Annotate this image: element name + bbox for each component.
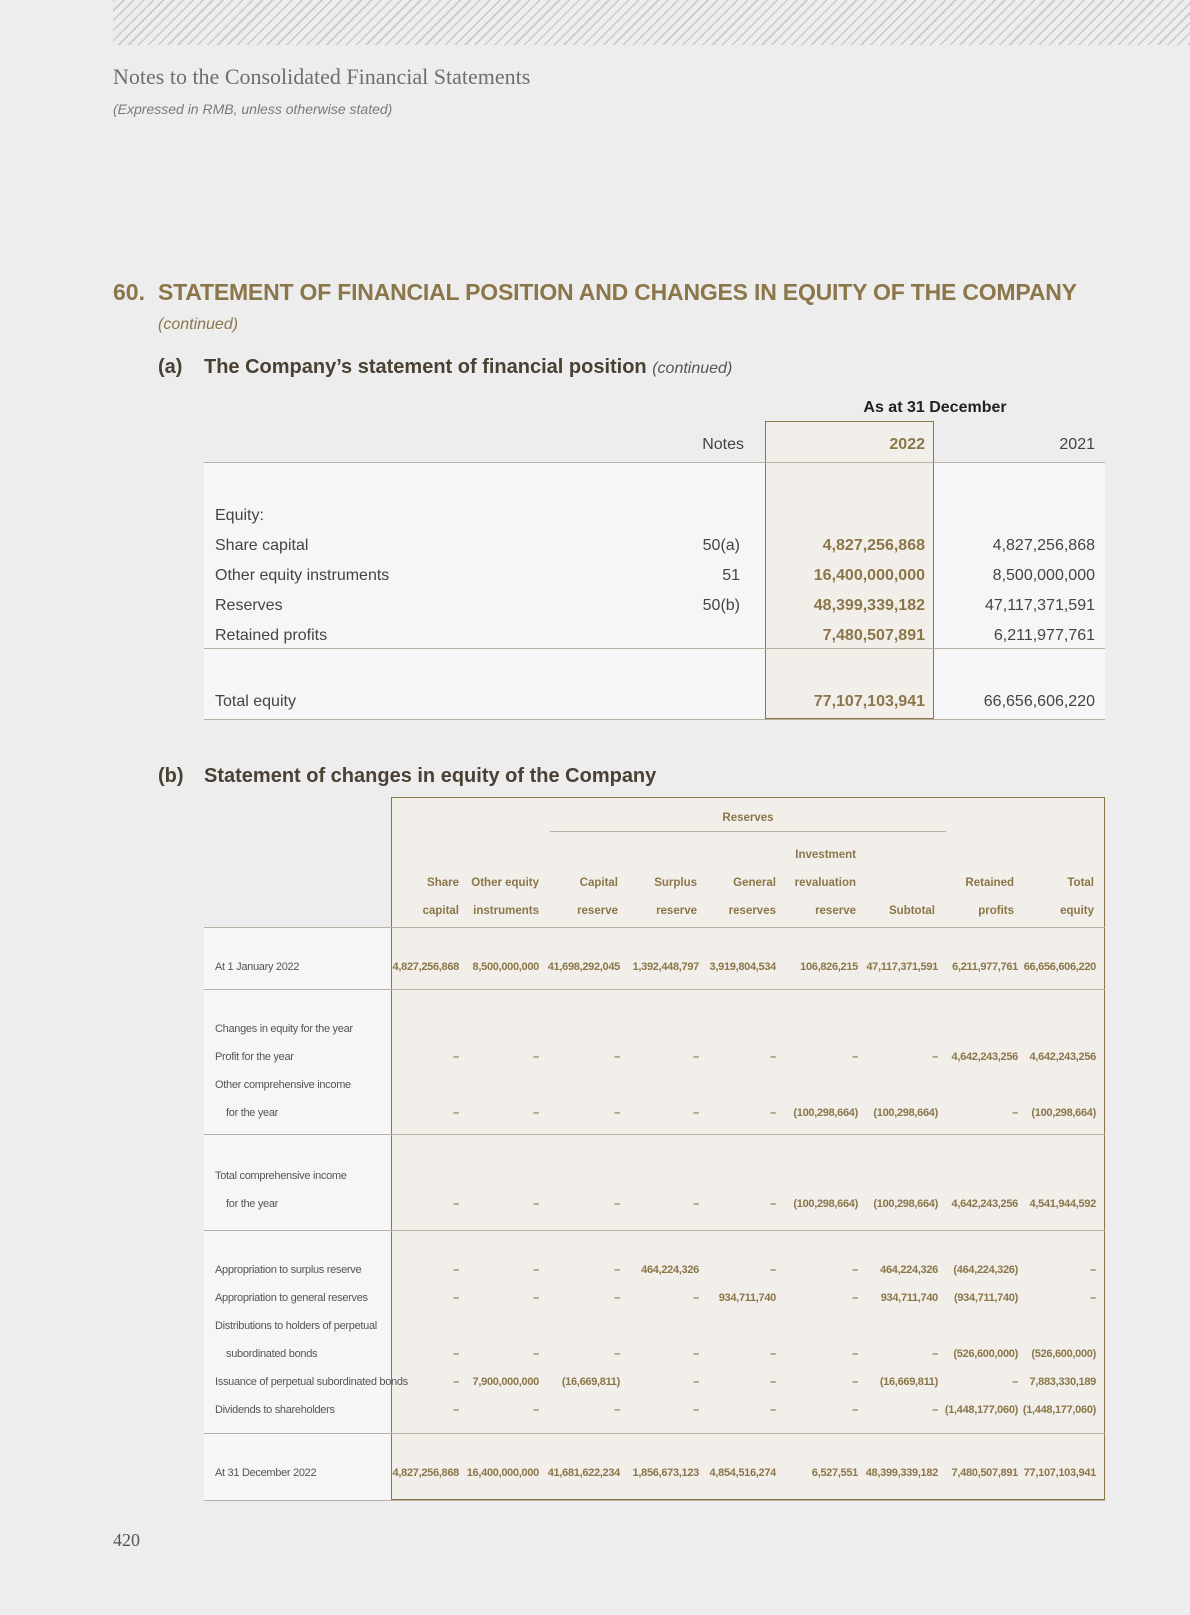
column-header-line: instruments	[473, 905, 539, 917]
row-label: Share capital	[215, 537, 309, 554]
cell-value: –	[693, 1292, 699, 1304]
column-header-line: Total	[1067, 877, 1094, 889]
row-value-2021: 8,500,000,000	[992, 567, 1095, 584]
cell-value: –	[453, 1107, 459, 1119]
cell-value: 48,399,339,182	[865, 1467, 938, 1479]
column-header-line: Other equity	[471, 877, 539, 889]
cell-value: 934,711,740	[880, 1292, 938, 1304]
cell-value: 16,400,000,000	[466, 1467, 539, 1479]
table-row	[0, 567, 1190, 591]
cell-value: –	[614, 1264, 620, 1276]
table-row	[0, 1264, 1190, 1280]
row-label: Appropriation to surplus reserve	[215, 1264, 362, 1276]
cell-value: 4,827,256,868	[392, 961, 459, 973]
table-row	[0, 1079, 1190, 1095]
reserves-group-header: Reserves	[722, 812, 774, 824]
cell-value: –	[770, 1264, 776, 1276]
column-header-subtotal	[865, 897, 935, 925]
row-value-2022: 7,480,507,891	[822, 627, 925, 644]
cell-value: –	[453, 1292, 459, 1304]
section-title: STATEMENT OF FINANCIAL POSITION AND CHANGES IN EQUITY OF THE COMPANY	[158, 279, 1077, 305]
cell-value: –	[693, 1107, 699, 1119]
part-a-continued: (continued)	[652, 360, 733, 377]
cell-value: 7,480,507,891	[951, 1467, 1018, 1479]
cell-value: –	[453, 1051, 459, 1063]
row-value-2022: 77,107,103,941	[813, 693, 925, 710]
page-header-subtitle: (Expressed in RMB, unless otherwise stated)	[113, 101, 393, 117]
changes-table-rule	[204, 989, 1105, 990]
cell-value: 934,711,740	[718, 1292, 776, 1304]
row-label: Total equity	[215, 693, 296, 710]
cell-value: 3,919,804,534	[709, 961, 776, 973]
header-hatch-decoration	[113, 0, 1190, 45]
part-a-title-text: The Company’s statement of financial position	[204, 356, 647, 378]
cell-value: –	[693, 1404, 699, 1416]
cell-value: –	[1090, 1264, 1096, 1276]
cell-value: –	[693, 1348, 699, 1360]
changes-table-bottom-rule	[204, 1500, 1105, 1501]
column-header-line: reserves	[728, 905, 776, 917]
row-label: Issuance of perpetual subordinated bonds	[215, 1376, 408, 1388]
column-header-line: Investment	[795, 849, 856, 861]
cell-value: 106,826,215	[800, 961, 858, 973]
row-label: Other equity instruments	[215, 567, 390, 584]
cell-value: (464,224,326)	[953, 1264, 1018, 1276]
cell-value: 1,392,448,797	[632, 961, 699, 973]
column-header-capital-reserve	[548, 869, 618, 925]
cell-value: –	[614, 1198, 620, 1210]
cell-value: –	[852, 1292, 858, 1304]
row-value-2022: 16,400,000,000	[813, 567, 925, 584]
cell-value: –	[533, 1107, 539, 1119]
equity-heading: Equity:	[215, 507, 264, 524]
table-row	[0, 537, 1190, 561]
cell-value: –	[1090, 1292, 1096, 1304]
table-row	[0, 597, 1190, 621]
reserves-group-rule	[550, 831, 946, 832]
cell-value: –	[614, 1051, 620, 1063]
cell-value: 41,681,622,234	[547, 1467, 620, 1479]
column-header-line: reserve	[815, 905, 856, 917]
cell-value: –	[852, 1264, 858, 1276]
cell-value: –	[453, 1198, 459, 1210]
position-table-bottom-rule	[204, 719, 1105, 720]
page-header-title: Notes to the Consolidated Financial Statements	[113, 64, 531, 89]
cell-value: 4,854,516,274	[709, 1467, 776, 1479]
row-label: Profit for the year	[215, 1051, 294, 1063]
cell-value: (100,298,664)	[1031, 1107, 1096, 1119]
cell-value: (100,298,664)	[793, 1198, 858, 1210]
cell-value: –	[533, 1051, 539, 1063]
column-header-general-reserves	[706, 869, 776, 925]
changes-table-rule	[204, 1230, 1105, 1231]
cell-value: 1,856,673,123	[632, 1467, 699, 1479]
position-table-header-rule	[204, 462, 1105, 463]
cell-value: –	[533, 1198, 539, 1210]
row-label: Dividends to shareholders	[215, 1404, 335, 1416]
row-value-2021: 66,656,606,220	[983, 693, 1095, 710]
cell-value: (100,298,664)	[873, 1107, 938, 1119]
table-row	[0, 1107, 1190, 1123]
cell-value: (526,600,000)	[1031, 1348, 1096, 1360]
cell-value: 4,642,243,256	[1029, 1051, 1096, 1063]
column-header-surplus-reserve	[627, 869, 697, 925]
cell-value: (1,448,177,060)	[1022, 1404, 1096, 1416]
row-label: Reserves	[215, 597, 283, 614]
cell-value: –	[614, 1348, 620, 1360]
cell-value: 7,900,000,000	[472, 1376, 539, 1388]
cell-value: –	[852, 1376, 858, 1388]
row-label: Changes in equity for the year	[215, 1023, 353, 1035]
cell-value: 41,698,292,045	[547, 961, 620, 973]
cell-value: –	[693, 1051, 699, 1063]
row-label: for the year	[226, 1107, 279, 1119]
cell-value: –	[1012, 1107, 1018, 1119]
cell-value: –	[932, 1051, 938, 1063]
cell-value: 66,656,606,220	[1023, 961, 1096, 973]
row-note: 51	[722, 567, 740, 584]
cell-value: –	[453, 1264, 459, 1276]
part-a-title	[204, 356, 732, 379]
column-header-line: revaluation	[794, 877, 856, 889]
table-row	[0, 961, 1190, 977]
row-label: Other comprehensive income	[215, 1079, 351, 1091]
cell-value: –	[453, 1404, 459, 1416]
row-label: Appropriation to general reserves	[215, 1292, 368, 1304]
column-header-line: Surplus	[654, 877, 697, 889]
cell-value: 4,642,243,256	[951, 1051, 1018, 1063]
cell-value: 4,642,243,256	[951, 1198, 1018, 1210]
cell-value: (526,600,000)	[953, 1348, 1018, 1360]
column-header-line: capital	[422, 905, 459, 917]
column-header-line: Share	[427, 877, 459, 889]
section-number: 60.	[113, 279, 145, 305]
row-value-2021: 6,211,977,761	[993, 627, 1095, 644]
column-header-share-capital	[389, 869, 459, 925]
row-value-2022: 4,827,256,868	[822, 537, 925, 554]
cell-value: –	[770, 1376, 776, 1388]
column-header-line: Retained	[965, 877, 1014, 889]
table-row	[0, 1404, 1190, 1420]
row-label: At 31 December 2022	[215, 1467, 317, 1479]
row-value-2022: 48,399,339,182	[813, 597, 925, 614]
table-row	[0, 1320, 1190, 1336]
changes-table-header-rule	[204, 927, 1105, 928]
position-table-subtotal-rule	[204, 648, 1105, 649]
equity-heading-row	[0, 507, 1190, 531]
cell-value: –	[770, 1404, 776, 1416]
cell-value: –	[614, 1107, 620, 1119]
cell-value: –	[533, 1292, 539, 1304]
cell-value: –	[614, 1404, 620, 1416]
column-header-investment-revaluation-reserve	[780, 841, 856, 925]
table-row	[0, 1170, 1190, 1186]
cell-value: –	[1012, 1376, 1018, 1388]
table-row	[0, 1023, 1190, 1039]
column-header-total-equity	[1024, 869, 1094, 925]
cell-value: –	[453, 1376, 459, 1388]
cell-value: (100,298,664)	[873, 1198, 938, 1210]
part-b-label: (b)	[158, 765, 184, 787]
row-label: Distributions to holders of perpetual	[215, 1320, 377, 1332]
row-label: At 1 January 2022	[215, 961, 300, 973]
cell-value: (16,669,811)	[561, 1376, 620, 1388]
cell-value: 77,107,103,941	[1023, 1467, 1096, 1479]
column-header-line: equity	[1060, 905, 1094, 917]
row-note: 50(a)	[702, 537, 740, 554]
cell-value: –	[693, 1376, 699, 1388]
cell-value: 4,827,256,868	[392, 1467, 459, 1479]
as-at-header: As at 31 December	[863, 399, 1007, 416]
cell-value: –	[852, 1404, 858, 1416]
cell-value: –	[453, 1348, 459, 1360]
cell-value: 464,224,326	[880, 1264, 938, 1276]
cell-value: –	[932, 1404, 938, 1416]
cell-value: 6,211,977,761	[952, 961, 1018, 973]
year-2021-column-header: 2021	[1059, 436, 1095, 453]
total-equity-row	[0, 693, 1190, 717]
row-label: subordinated bonds	[226, 1348, 318, 1360]
table-row	[0, 1467, 1190, 1483]
cell-value: 464,224,326	[641, 1264, 699, 1276]
table-row	[0, 1348, 1190, 1364]
row-value-2021: 4,827,256,868	[992, 537, 1095, 554]
row-value-2021: 47,117,371,591	[984, 597, 1095, 614]
cell-value: 7,883,330,189	[1029, 1376, 1096, 1388]
cell-value: –	[852, 1051, 858, 1063]
year-2022-column-header: 2022	[889, 436, 925, 453]
cell-value: 4,541,944,592	[1029, 1198, 1096, 1210]
row-note: 50(b)	[702, 597, 740, 614]
cell-value: –	[533, 1404, 539, 1416]
column-header-line: Subtotal	[889, 905, 935, 917]
cell-value: –	[932, 1348, 938, 1360]
cell-value: –	[770, 1051, 776, 1063]
cell-value: 47,117,371,591	[866, 961, 938, 973]
cell-value: (16,669,811)	[879, 1376, 938, 1388]
row-label: Total comprehensive income	[215, 1170, 347, 1182]
column-header-retained-profits	[944, 869, 1014, 925]
cell-value: (934,711,740)	[954, 1292, 1018, 1304]
notes-column-header: Notes	[702, 436, 744, 453]
column-header-line: General	[733, 877, 776, 889]
part-b-title: Statement of changes in equity of the Company	[204, 765, 657, 787]
cell-value: –	[770, 1348, 776, 1360]
cell-value: –	[614, 1292, 620, 1304]
cell-value: –	[693, 1198, 699, 1210]
changes-table-rule	[204, 1134, 1105, 1135]
column-header-line: Capital	[579, 877, 618, 889]
page-number: 420	[113, 1530, 140, 1550]
cell-value: –	[770, 1198, 776, 1210]
column-header-line: reserve	[577, 905, 618, 917]
table-row	[0, 1051, 1190, 1067]
cell-value: –	[770, 1107, 776, 1119]
part-a-label: (a)	[158, 356, 183, 378]
cell-value: 8,500,000,000	[472, 961, 539, 973]
column-header-line: profits	[978, 905, 1014, 917]
column-header-other-equity-instruments	[464, 869, 539, 925]
cell-value: –	[533, 1348, 539, 1360]
cell-value: –	[852, 1348, 858, 1360]
cell-value: (1,448,177,060)	[944, 1404, 1018, 1416]
column-header-line: reserve	[656, 905, 697, 917]
table-row	[0, 1376, 1190, 1392]
cell-value: 6,527,551	[811, 1467, 858, 1479]
table-row	[0, 1292, 1190, 1308]
section-continued: (continued)	[158, 316, 239, 333]
cell-value: (100,298,664)	[793, 1107, 858, 1119]
cell-value: –	[533, 1264, 539, 1276]
row-label: Retained profits	[215, 627, 328, 644]
table-row	[0, 1198, 1190, 1214]
row-label: for the year	[226, 1198, 279, 1210]
changes-table-rule	[204, 1433, 1105, 1434]
